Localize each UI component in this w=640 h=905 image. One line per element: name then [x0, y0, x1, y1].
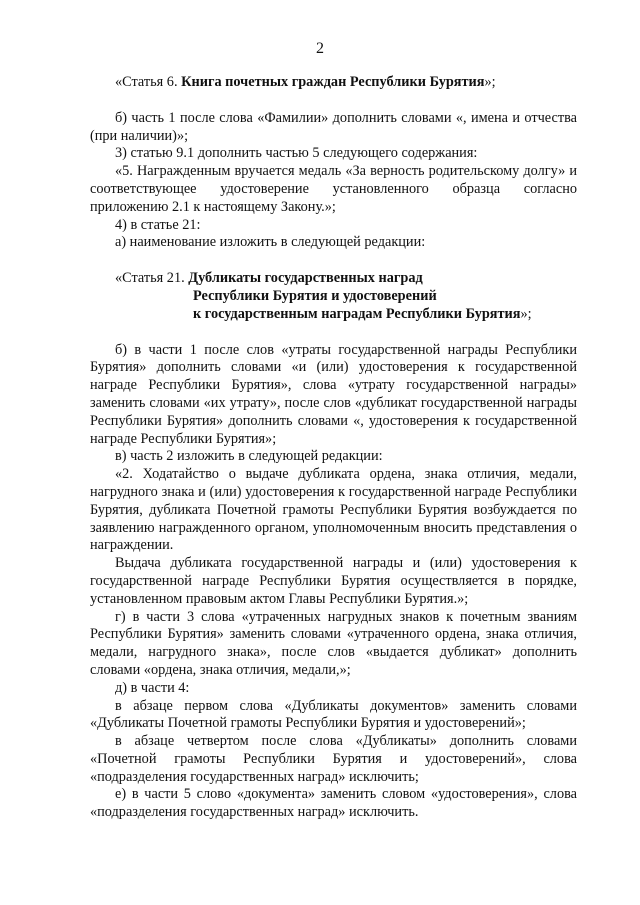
article-6-prefix: «Статья 6.: [115, 74, 182, 90]
spacer: [90, 92, 577, 110]
article-21-heading: [90, 270, 577, 323]
paragraph-abzac-4: в абзаце четвертом после слова «Дубликаты» дополнить словами «Почетной грамоты Республики Бурятия и удостоверений», слова «подразделения государственных наград» исключить;: [90, 733, 577, 785]
article-21-title-line3: к государственным наградам Республики Бурятия: [193, 305, 521, 322]
paragraph-part5: «5. Награжденным вручается медаль «За верность родительскому долгу» и соответствующее удостоверение установленного образца согласно приложению 2.1 к настоящему Закону.»;: [90, 163, 577, 215]
document-body: [90, 74, 577, 822]
spacer: [90, 252, 577, 270]
paragraph-g: г) в части 3 слова «утраченных нагрудных знаков к почетным званиям Республики Бурятия» заменить словами «утраченного ордена, знака отличия, медали, нагрудного знака», после слов «выдается дубликат» дополнить словами «ордена, знака отличия, медали,»;: [90, 608, 577, 678]
article-6-title: Книга почетных граждан Республики Бурятия: [181, 74, 485, 90]
spacer: [90, 324, 577, 342]
paragraph-e: е) в части 5 слово «документа» заменить словом «удостоверения», слова «подразделения государственных наград» исключить.: [90, 786, 577, 821]
paragraph-vydacha: Выдача дубликата государственной награды и (или) удостоверения к государственной награде Республики Бурятия осуществляется в порядке, установленном правовым актом Главы Республики Бурятия.»;: [90, 555, 577, 607]
paragraph-a: а) наименование изложить в следующей редакции:: [115, 234, 426, 251]
article-21-suffix: »;: [520, 305, 532, 322]
paragraph-v: в) часть 2 изложить в следующей редакции:: [115, 448, 383, 465]
article-6-suffix: »;: [484, 74, 496, 90]
article-6-heading: [90, 74, 577, 92]
paragraph-part2: «2. Ходатайство о выдаче дубликата ордена, знака отличия, медали, нагрудного знака и (или) удостоверения к государственной награде Республики Бурятия, дубликата Почетной грамоты Республики Бурятия возбуждается по заявлению награжденного органом, уполномоченным вносить представления о награждении.: [90, 466, 577, 554]
paragraph-d: д) в части 4:: [115, 679, 190, 696]
paragraph-b-part1-art21: б) в части 1 после слов «утраты государственной награды Республики Бурятия» дополнить словами «и (или) удостоверения к государственной награде Республики Бурятия», слова «утрату государственной награды» заменить словами «их утрату», после слов «дубликат государственной награды Республики Бурятия» дополнить словами «, удостоверения к государственной награде Республики Бурятия»;: [90, 341, 577, 447]
page-number: 2: [316, 40, 324, 57]
article-21-title-line2: Республики Бурятия и удостоверений: [193, 287, 437, 304]
paragraph-abzac-1: в абзаце первом слова «Дубликаты документов» заменить словами «Дубликаты Почетной грамоты Республики Бурятия и удостоверений»;: [90, 697, 577, 732]
article-21-prefix: «Статья 21.: [115, 270, 189, 287]
paragraph-3: 3) статью 9.1 дополнить частью 5 следующего содержания:: [115, 145, 478, 162]
article-21-title-line1: Дубликаты государственных наград: [188, 270, 423, 287]
paragraph-b-part1: б) часть 1 после слова «Фамилии» дополнить словами «, имена и отчества (при наличии)»;: [90, 109, 577, 144]
paragraph-4: 4) в статье 21:: [115, 216, 201, 233]
